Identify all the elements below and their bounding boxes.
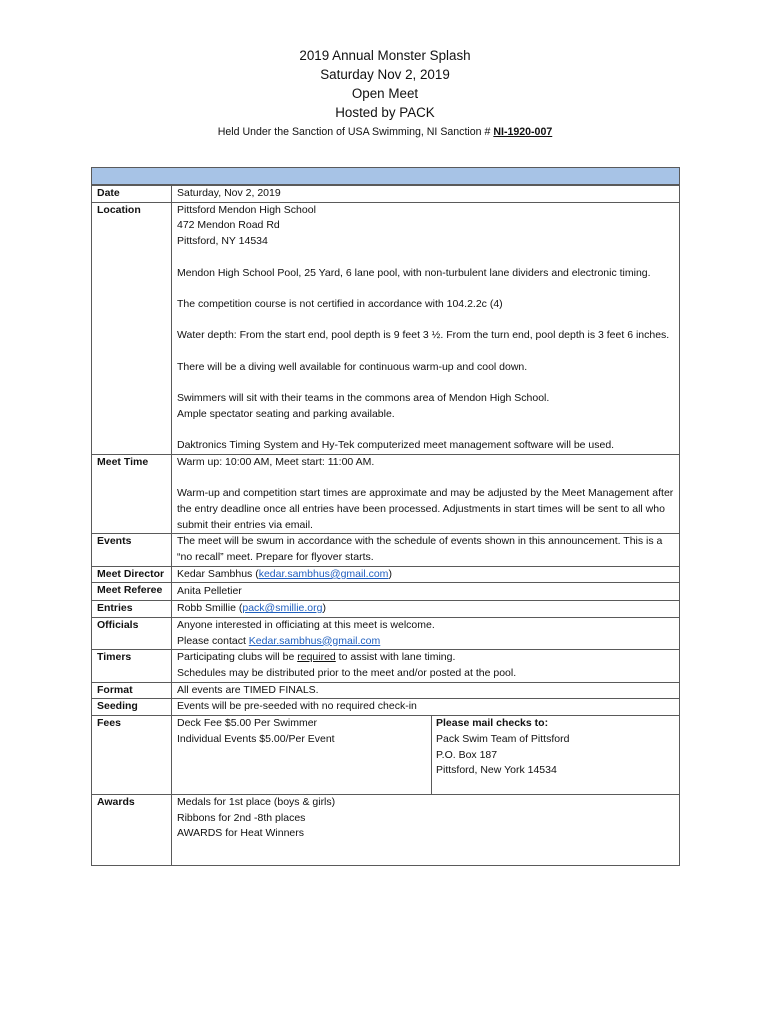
row-label-date: Date bbox=[92, 186, 172, 203]
row-label-format: Format bbox=[92, 682, 172, 699]
officials-contact-prefix: Please contact bbox=[177, 634, 249, 647]
table-row bbox=[92, 202, 680, 454]
row-label-awards: Awards bbox=[92, 794, 172, 865]
row-value-entries bbox=[172, 601, 680, 618]
row-value-seeding: Events will be pre-seeded with no required check-in bbox=[172, 699, 680, 716]
seating-note: Swimmers will sit with their teams in the commons area of Mendon High School. bbox=[177, 392, 550, 405]
table-row bbox=[92, 534, 680, 566]
table-row bbox=[92, 682, 680, 699]
warmup-times: Warm up: 10:00 AM, Meet start: 11:00 AM. bbox=[177, 455, 375, 468]
meet-type: Open Meet bbox=[351, 86, 419, 101]
row-value-fees bbox=[172, 716, 680, 795]
mail-heading: Please mail checks to: bbox=[436, 717, 549, 730]
table-row bbox=[92, 650, 680, 682]
table-row bbox=[92, 601, 680, 618]
row-label-officials: Officials bbox=[92, 617, 172, 649]
individual-fee: Individual Events $5.00/Per Event bbox=[177, 732, 335, 745]
row-value-director bbox=[172, 566, 680, 583]
row-value-officials bbox=[172, 617, 680, 649]
deck-fee: Deck Fee $5.00 Per Swimmer bbox=[177, 717, 318, 730]
sanction-number: NI-1920-007 bbox=[493, 126, 553, 138]
award-line: AWARDS for Heat Winners bbox=[177, 827, 304, 840]
sanction-prefix: Held Under the Sanction of USA Swimming, NI Sanction # bbox=[217, 126, 491, 138]
row-label-events: Events bbox=[92, 534, 172, 566]
table-row bbox=[92, 583, 680, 601]
meet-date: Saturday Nov 2, 2019 bbox=[320, 67, 450, 82]
director-close-paren: ) bbox=[388, 567, 392, 580]
award-line: Medals for 1st place (boys & girls) bbox=[177, 795, 336, 808]
parking-note: Ample spectator seating and parking available. bbox=[177, 407, 395, 420]
award-line: Ribbons for 2nd -8th places bbox=[177, 811, 306, 824]
entries-close-paren: ) bbox=[322, 602, 326, 615]
timing-note: Daktronics Timing System and Hy-Tek computerized meet management software will be used. bbox=[177, 439, 615, 452]
row-label-meet-time: Meet Time bbox=[92, 454, 172, 534]
diving-well-note: There will be a diving well available for continuous warm-up and cool down. bbox=[177, 360, 528, 373]
row-label-timers: Timers bbox=[92, 650, 172, 682]
row-value-awards bbox=[172, 794, 680, 865]
entries-email-link[interactable]: pack@smillie.org bbox=[242, 602, 323, 615]
certification-note: The competition course is not certified in accordance with 104.2.2c (4) bbox=[177, 297, 503, 310]
row-label-entries: Entries bbox=[92, 601, 172, 618]
address-line: Pittsford, NY 14534 bbox=[177, 235, 268, 248]
mail-address-line: Pack Swim Team of Pittsford bbox=[436, 732, 570, 745]
timers-pre: Participating clubs will be bbox=[177, 651, 298, 664]
table-row bbox=[92, 794, 680, 865]
sanction-line bbox=[0, 124, 770, 140]
row-value-timers bbox=[172, 650, 680, 682]
director-name: Kedar Sambhus ( bbox=[177, 567, 259, 580]
table-row bbox=[92, 699, 680, 716]
timers-post: to assist with lane timing. bbox=[335, 651, 456, 664]
row-value-events: The meet will be swum in accordance with the schedule of events shown in this announcement. This is a “no recall” meet. Prepare for flyover starts. bbox=[172, 534, 680, 566]
row-value-referee bbox=[172, 583, 680, 601]
time-adjust-note: Warm-up and competition start times are approximate and may be adjusted by the Meet Management after the entry deadline once all entries have been processed. Adjustments in start times will be sent to all who submit their entries via email. bbox=[177, 487, 674, 531]
meet-host: Hosted by PACK bbox=[335, 105, 435, 120]
timers-required: required bbox=[297, 651, 336, 664]
row-label-seeding: Seeding bbox=[92, 699, 172, 716]
fees-list bbox=[172, 716, 431, 794]
table-row bbox=[92, 454, 680, 534]
document-header bbox=[0, 46, 770, 140]
meet-title: 2019 Annual Monster Splash bbox=[299, 48, 471, 63]
pool-description: Mendon High School Pool, 25 Yard, 6 lane pool, with non-turbulent lane dividers and electronic timing. bbox=[177, 266, 651, 279]
depth-note: Water depth: From the start end, pool depth is 9 feet 3 ½. From the turn end, pool depth is 3 feet 6 inches. bbox=[177, 329, 670, 342]
referee-name: Anita Pelletier bbox=[177, 585, 242, 598]
row-label-director: Meet Director bbox=[92, 566, 172, 583]
row-label-fees: Fees bbox=[92, 716, 172, 795]
director-email-link[interactable]: kedar.sambhus@gmail.com bbox=[258, 567, 389, 580]
timers-schedule-note: Schedules may be distributed prior to the meet and/or posted at the pool. bbox=[177, 666, 517, 679]
table-row bbox=[92, 566, 680, 583]
mail-address-line: P.O. Box 187 bbox=[436, 748, 498, 761]
row-value-location bbox=[172, 202, 680, 454]
row-label-referee: Meet Referee bbox=[92, 583, 172, 601]
mail-address-line: Pittsford, New York 14534 bbox=[436, 764, 557, 777]
row-value-meet-time bbox=[172, 454, 680, 534]
table-row bbox=[92, 617, 680, 649]
table-row bbox=[92, 716, 680, 795]
officials-email-link[interactable]: Kedar.sambhus@gmail.com bbox=[248, 634, 381, 647]
mail-checks-box bbox=[431, 716, 679, 794]
meet-info-table bbox=[91, 185, 680, 866]
row-label-location: Location bbox=[92, 202, 172, 454]
officials-note: Anyone interested in officiating at this meet is welcome. bbox=[177, 618, 435, 631]
row-value-format: All events are TIMED FINALS. bbox=[172, 682, 680, 699]
row-value-date: Saturday, Nov 2, 2019 bbox=[172, 186, 680, 203]
address-line: 472 Mendon Road Rd bbox=[177, 219, 280, 232]
table-header-band bbox=[91, 167, 680, 185]
address-line: Pittsford Mendon High School bbox=[177, 203, 316, 216]
table-row bbox=[92, 186, 680, 203]
entries-name: Robb Smillie ( bbox=[177, 602, 243, 615]
